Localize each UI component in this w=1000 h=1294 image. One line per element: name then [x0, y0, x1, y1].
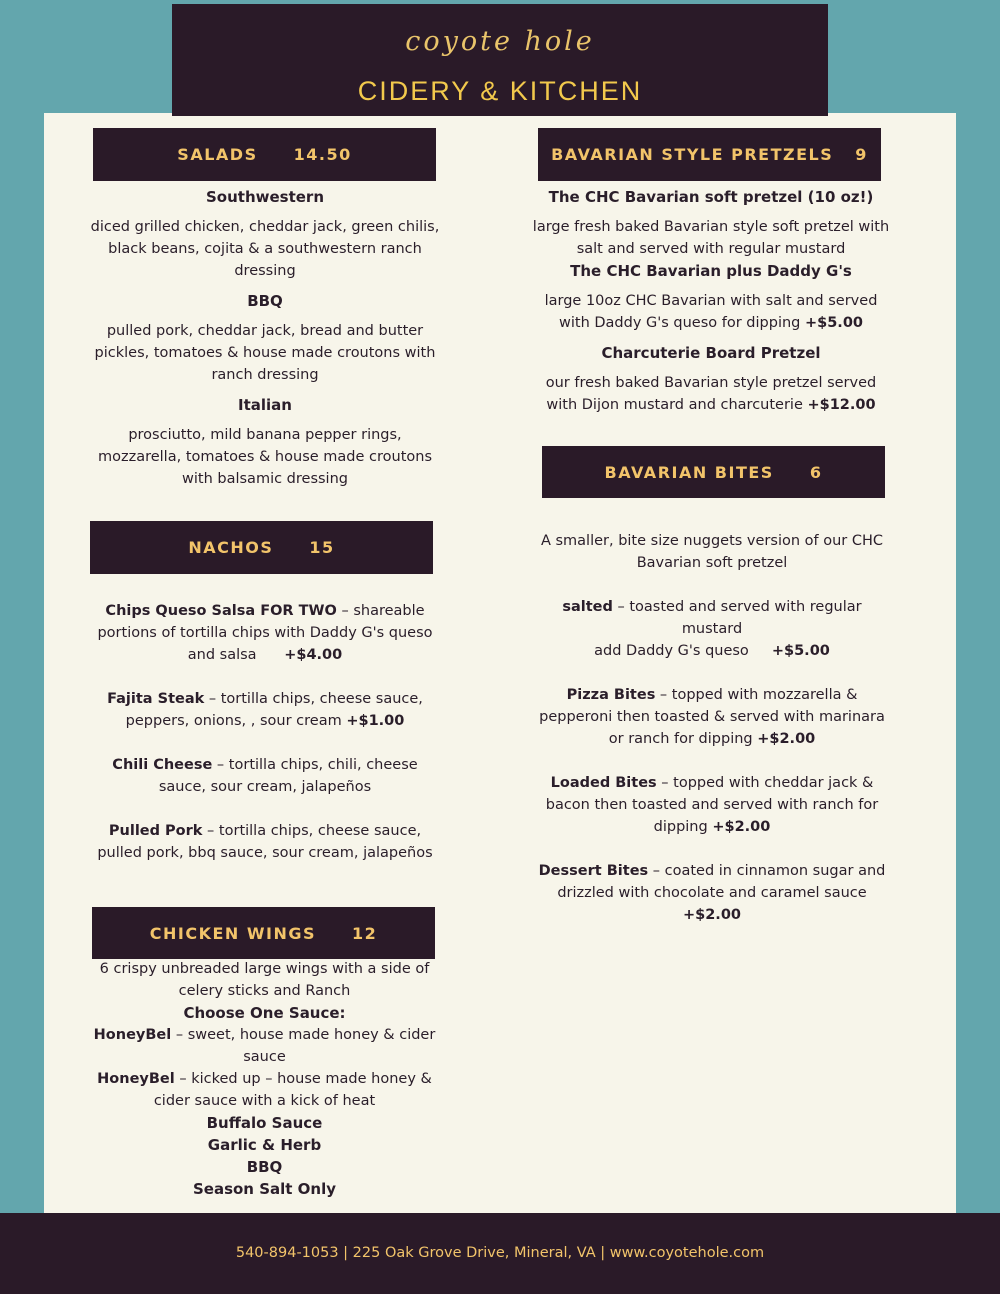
item-addon: +$2.00 [757, 731, 816, 747]
item-desc: our fresh baked Bavarian style pretzel served with Dijon mustard and charcuterie [545, 375, 877, 413]
item-addon: +$5.00 [804, 315, 863, 331]
pretzel-desc: large fresh baked Bavarian style soft pretzel with salt and served with regular mustard [532, 219, 890, 257]
salad-desc: diced grilled chicken, cheddar jack, green chilis, black beans, cojita & a southwestern ranch dressing [90, 219, 440, 279]
bites-price: 6 [809, 462, 823, 482]
item-name: salted [562, 599, 613, 615]
salad-desc: prosciutto, mild banana pepper rings, mozzarella, tomatoes & house made croutons with balsamic dressing [97, 427, 432, 487]
sauce-name: HoneyBel [93, 1027, 172, 1043]
sauce-name: HoneyBel [97, 1071, 175, 1087]
item-name: Chips Queso Salsa FOR TWO [105, 603, 337, 619]
salads-price: 14.50 [293, 145, 352, 164]
salad-name: Italian [238, 396, 292, 414]
item-desc: – tortilla chips, cheese sauce, peppers, onions, , sour cream [125, 691, 423, 729]
sauce-item [92, 1024, 437, 1068]
pretzel-name: The CHC Bavarian soft pretzel (10 oz!) [548, 188, 874, 206]
menu-item [88, 600, 442, 666]
wings-price: 12 [352, 923, 378, 943]
wings-title: CHICKEN WINGS [149, 923, 316, 943]
item-desc: large 10oz CHC Bavarian with salt and served with Daddy G's queso for dipping [544, 293, 878, 331]
salad-name: Southwestern [205, 188, 324, 206]
wings-heading [92, 907, 435, 959]
bites-heading [542, 446, 885, 498]
menu-header [172, 4, 828, 116]
menu-item [88, 754, 442, 798]
item-name: Pulled Pork [108, 823, 203, 839]
pretzels-title: BAVARIAN STYLE PRETZELS [551, 145, 834, 164]
item-addon: +$2.00 [682, 907, 741, 923]
nachos-list [88, 600, 442, 864]
pretzels-list [530, 186, 892, 416]
pretzels-heading [538, 128, 881, 181]
salads-list [88, 186, 442, 490]
footer-contact: 540-894-1053 | 225 Oak Grove Drive, Mineral, VA | www.coyotehole.com [0, 1213, 1000, 1294]
nachos-price: 15 [309, 538, 335, 557]
item-addon: +$1.00 [346, 713, 405, 729]
item-desc: – shareable portions of tortilla chips with Daddy G's queso and salsa [97, 603, 433, 663]
item-name: Fajita Steak [107, 691, 205, 707]
bites-title: BAVARIAN BITES [604, 462, 774, 482]
pretzel-desc [530, 372, 892, 416]
addon-label: add Daddy G's queso [594, 643, 749, 659]
item-addon: +$4.00 [284, 647, 343, 663]
brand-subtitle: CIDERY & KITCHEN [357, 76, 643, 106]
menu-item [536, 684, 888, 750]
item-name: Dessert Bites [538, 863, 649, 879]
wings-intro: 6 crispy unbreaded large wings with a side of celery sticks and Ranch [99, 961, 430, 999]
bites-list [536, 530, 888, 926]
menu-item [536, 596, 888, 640]
nachos-heading [90, 521, 433, 574]
item-desc: – topped with cheddar jack & bacon then toasted and served with ranch for dipping [545, 775, 879, 835]
item-name: Pizza Bites [566, 687, 656, 703]
sauce-desc: – sweet, house made honey & cider sauce [171, 1027, 436, 1065]
pretzel-name: Charcuterie Board Pretzel [601, 344, 821, 362]
item-name: Loaded Bites [550, 775, 657, 791]
salads-title: SALADS [177, 145, 258, 164]
salads-heading [93, 128, 436, 181]
pretzel-name: The CHC Bavarian plus Daddy G's [570, 262, 852, 280]
sauce-name: BBQ [246, 1158, 283, 1176]
item-desc: – coated in cinnamon sugar and drizzled with chocolate and caramel sauce [557, 863, 886, 901]
item-addon: +$12.00 [807, 397, 876, 413]
menu-item [88, 820, 442, 864]
brand-logo: coyote hole [405, 26, 595, 57]
wings-list [92, 958, 437, 1200]
sauce-item [92, 1068, 437, 1112]
item-name: Chili Cheese [112, 757, 213, 773]
sauce-name: Season Salt Only [192, 1180, 337, 1198]
item-desc: – tortilla chips, cheese sauce, pulled pork, bbq sauce, sour cream, jalapeños [97, 823, 433, 861]
menu-item-addon [536, 640, 888, 662]
pretzel-desc [530, 290, 892, 334]
choose-sauce-label: Choose One Sauce: [183, 1004, 346, 1022]
salad-desc: pulled pork, cheddar jack, bread and butter pickles, tomatoes & house made croutons with ranch dressing [94, 323, 436, 383]
sauce-desc: – kicked up – house made honey & cider sauce with a kick of heat [153, 1071, 432, 1109]
pretzels-price: 9 [855, 145, 868, 164]
sauce-name: Garlic & Herb [207, 1136, 322, 1154]
item-desc: – tortilla chips, chili, cheese sauce, sour cream, jalapeños [158, 757, 418, 795]
item-desc: – topped with mozzarella & pepperoni then toasted & served with marinara or ranch for dipping [539, 687, 885, 747]
sauce-name: Buffalo Sauce [206, 1114, 323, 1132]
menu-item [88, 688, 442, 732]
item-addon: +$5.00 [771, 643, 830, 659]
menu-item [536, 772, 888, 838]
item-desc: – toasted and served with regular mustard [612, 599, 862, 637]
bites-intro: A smaller, bite size nuggets version of our CHC Bavarian soft pretzel [540, 533, 884, 571]
nachos-title: NACHOS [188, 538, 274, 557]
menu-item [536, 860, 888, 926]
salad-name: BBQ [247, 292, 283, 310]
item-addon: +$2.00 [712, 819, 771, 835]
